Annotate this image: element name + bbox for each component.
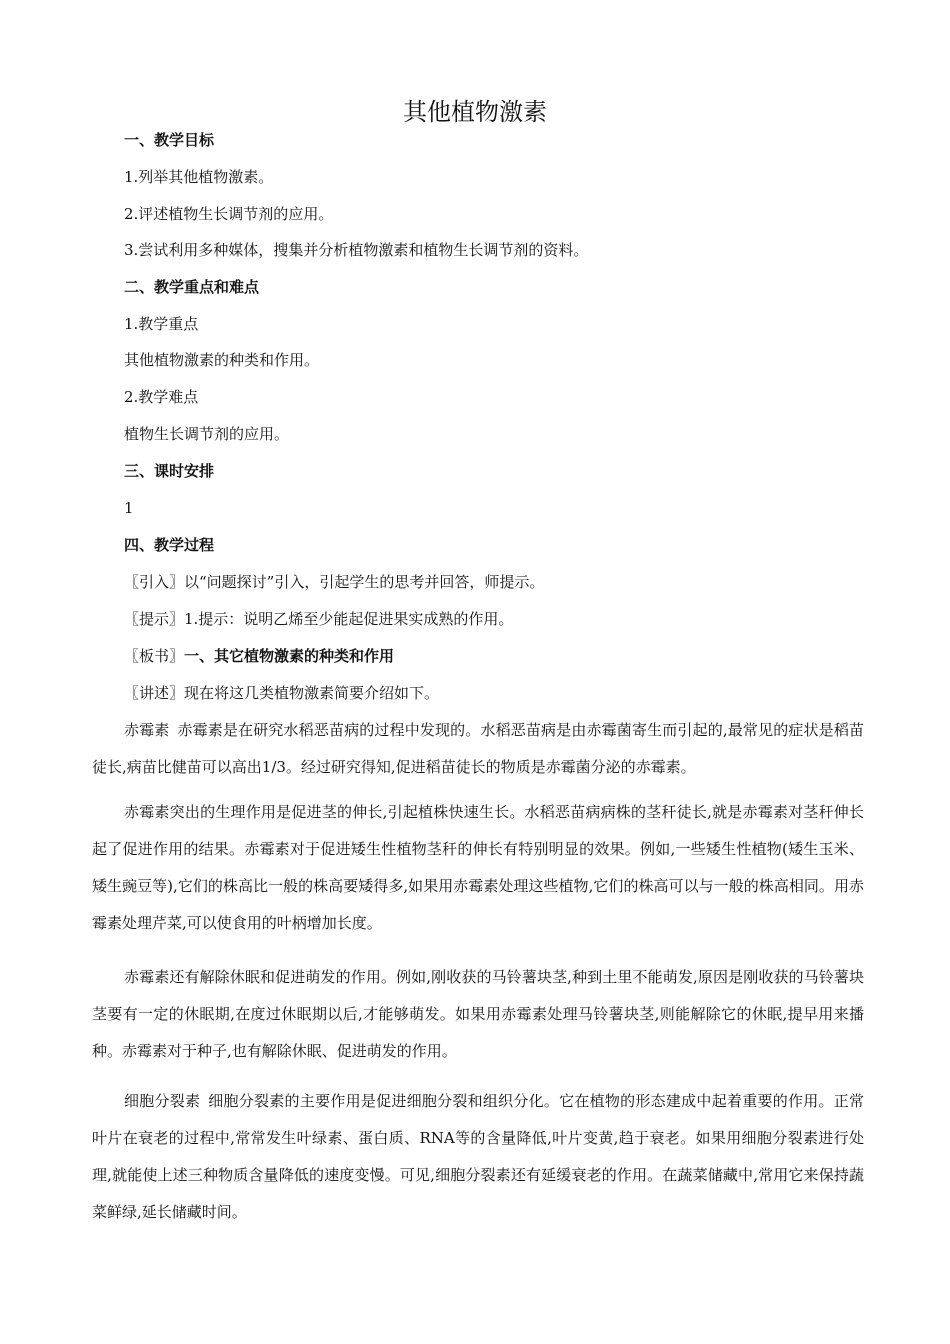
section-heading-goals: 一、教学目标 [124, 131, 215, 149]
key-point-label: 1.教学重点 [124, 315, 199, 333]
section-heading-process: 四、教学过程 [124, 536, 215, 554]
paragraph-text: 赤霉素是在研究水稻恶苗病的过程中发现的。水稻恶苗病是由赤霉菌寄生而引起的,最常见的症状是稻苗徒长,病苗比健苗可以高出1/3。经过研究得知,促进稻苗徒长的物质是赤霉菌分泌的赤霉素。 [92, 721, 864, 776]
board-tag: 〖板书〗 [124, 647, 185, 665]
paragraph-text: 赤霉素突出的生理作用是促进茎的伸长,引起植株快速生长。水稻恶苗病病株的茎秆徒长,就是赤霉素对茎秆伸长起了促进作用的结果。赤霉素对于促进矮生性植物茎秆的伸长有特别明显的效果。例如,一些矮生性植物(矮生玉米、矮生豌豆等),它们的株高比一般的株高要矮得多,如果用赤霉素处理这些植物,它们的株高可以与一般的株高相同。用赤霉素处理芹菜,可以使食用的叶柄增加长度。 [92, 803, 864, 932]
paragraph-gibberellin-intro [92, 712, 864, 786]
difficulty-label: 2.教学难点 [124, 388, 199, 406]
difficulty-text: 植物生长调节剂的应用。 [124, 425, 290, 443]
process-lecture: 〖讲述〗现在将这几类植物激素简要介绍如下。 [124, 684, 440, 702]
process-intro: 〖引入〗以“问题探讨”引入，引起学生的思考并回答，师提示。 [124, 573, 545, 591]
paragraph-cytokinin [92, 1083, 864, 1231]
paragraph-gibberellin-growth [92, 794, 864, 942]
key-point-text: 其他植物激素的种类和作用。 [124, 351, 320, 369]
board-text: 一、其它植物激素的种类和作用 [184, 647, 395, 665]
paragraph-text: 赤霉素还有解除休眠和促进萌发的作用。例如,刚收获的马铃薯块茎,种到土里不能萌发,原因是刚收获的马铃薯块茎要有一定的休眠期,在度过休眠期以后,才能够萌发。如果用赤霉素处理马铃薯块茎,则能解除它的休眠,提早用来播种。赤霉素对于种子,也有解除休眠、促进萌发的作用。 [92, 968, 864, 1060]
process-hint: 〖提示〗1.提示：说明乙烯至少能起促进果实成熟的作用。 [124, 610, 514, 628]
goal-item-3: 3.尝试利用多种媒体，搜集并分析植物激素和植物生长调节剂的资料。 [124, 241, 589, 259]
schedule-value: 1 [124, 499, 134, 517]
paragraph-lead-gibberellin: 赤霉素 [124, 721, 170, 739]
page-title: 其他植物激素 [403, 98, 547, 126]
goal-item-1: 1.列举其他植物激素。 [124, 168, 274, 186]
paragraph-gibberellin-dormancy [92, 959, 864, 1070]
section-heading-key-points: 二、教学重点和难点 [124, 278, 260, 296]
paragraph-text: 细胞分裂素的主要作用是促进细胞分裂和组织分化。它在植物的形态建成中起着重要的作用。正常叶片在衰老的过程中,常常发生叶绿素、蛋白质、RNA等的含量降低,叶片变黄,趋于衰老。如果用细胞分裂素进行处理,就能使上述三种物质含量降低的速度变慢。可见,细胞分裂素还有延缓衰老的作用。在蔬菜储藏中,常用它来保持蔬菜鲜绿,延长储藏时间。 [92, 1092, 864, 1221]
goal-item-2: 2.评述植物生长调节剂的应用。 [124, 205, 334, 223]
process-board [124, 645, 394, 667]
paragraph-lead-cytokinin: 细胞分裂素 [124, 1092, 201, 1110]
section-heading-schedule: 三、课时安排 [124, 462, 215, 480]
